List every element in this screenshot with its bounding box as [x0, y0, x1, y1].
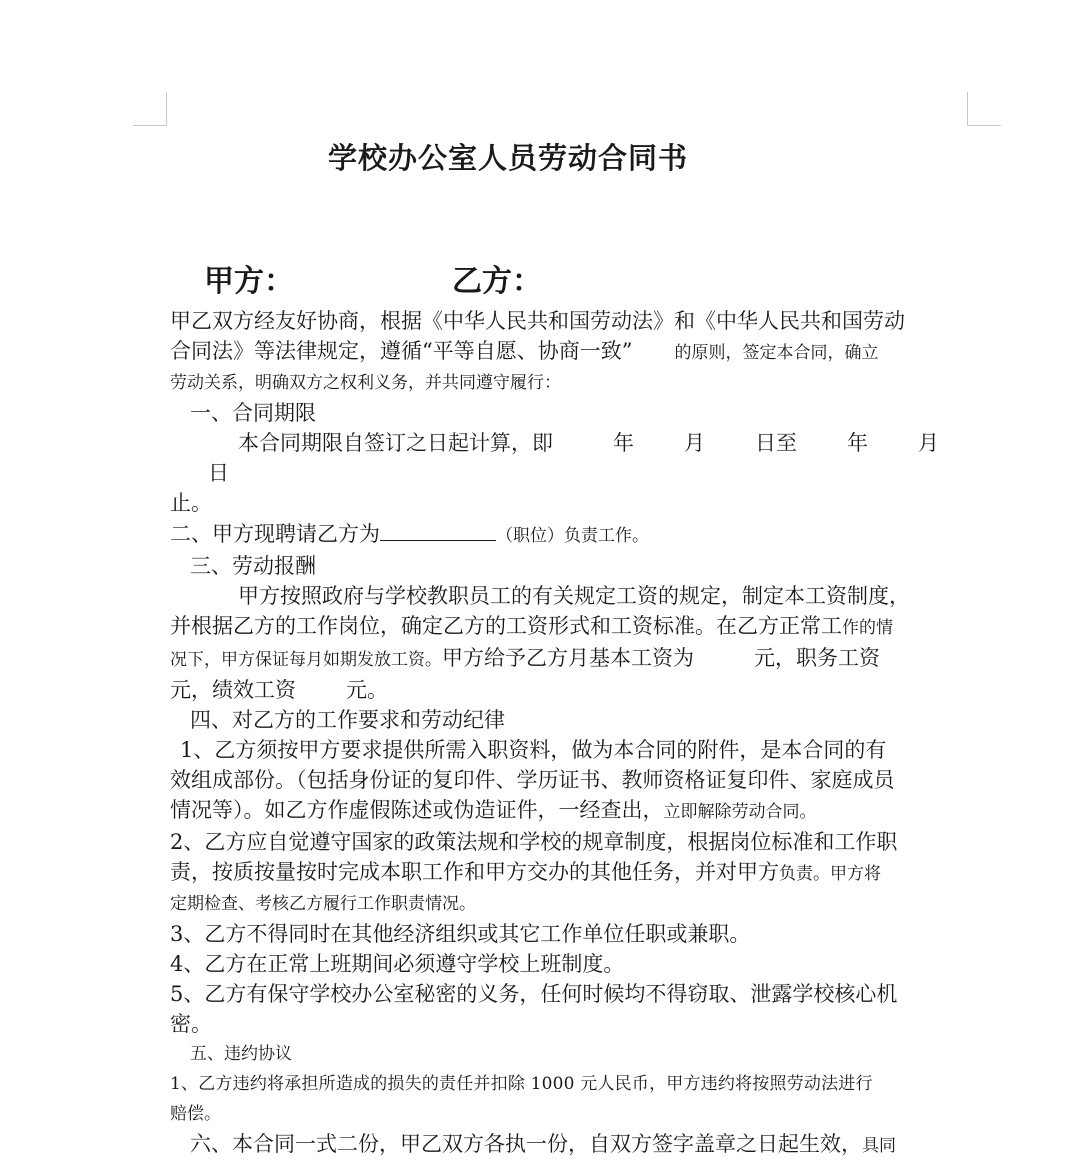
- requirement-line: [170, 795, 970, 827]
- effective-text: 六、本合同一式二份，甲乙双方各执一份，自双方签字盖章之日起生效，: [190, 1132, 862, 1156]
- month-label: 月: [918, 431, 939, 455]
- salary-line: [170, 675, 970, 705]
- section-heading: 一、合同期限: [190, 401, 316, 425]
- salary-line: [170, 643, 970, 675]
- effective-line: [170, 1129, 970, 1161]
- requirement-line: 3、乙方不得同时在其他经济组织或其它工作单位任职或兼职。: [170, 922, 751, 946]
- page-corner-mark: [133, 125, 167, 126]
- year-label: 年: [613, 431, 634, 455]
- requirement-line: 效组成部份。（包括身份证的复印件、学历证书、教师资格证复印件、家庭成员: [170, 768, 895, 792]
- page-corner-mark: [967, 125, 1001, 126]
- requirement-text: 情况等）。如乙方作虚假陈述或伪造证件，一经查出，: [170, 798, 664, 822]
- page-corner-mark: [967, 92, 968, 126]
- salary-text: 元，绩效工资: [170, 678, 296, 702]
- requirement-line: 定期检查、考核乙方履行工作职责情况。: [170, 894, 476, 914]
- salary-line: 甲方按照政府与学校教职员工的有关规定工资的规定，制定本工资制度，: [238, 584, 910, 608]
- requirement-line: 2、乙方应自觉遵守国家的政策法规和学校的规章制度，根据岗位标准和工作职: [170, 830, 898, 854]
- requirement-text: 责，按质按量按时完成本职工作和甲方交办的其他任务，并对甲方: [170, 860, 779, 884]
- requirement-line: [170, 857, 970, 889]
- requirement-line: 4、乙方在正常上班期间必须遵守学校上班制度。: [170, 952, 625, 976]
- salary-text: 并根据乙方的工作岗位，确定乙方的工资形式和工资标准。在乙方正常工: [170, 614, 842, 638]
- requirement-line: 5、乙方有保守学校办公室秘密的义务，任何时候均不得窃取、泄露学校核心机: [170, 982, 898, 1006]
- year-label: 年: [847, 431, 868, 455]
- intro-line: 劳动关系，明确双方之权利义务，并共同遵守履行：: [170, 373, 561, 393]
- salary-text: 甲方给予乙方月基本工资为: [442, 646, 694, 670]
- intro-line: 甲乙双方经友好协商，根据《中华人民共和国劳动法》和《中华人民共和国劳动: [170, 309, 905, 333]
- effective-text: 具同: [862, 1136, 896, 1156]
- position-text: 二、甲方现聘请乙方为: [170, 522, 380, 546]
- day-label: 日: [208, 461, 229, 485]
- salary-line: [170, 611, 970, 643]
- requirement-line: 1、乙方须按甲方要求提供所需入职资料，做为本合同的附件，是本合同的有: [180, 738, 887, 762]
- contract-body: [170, 306, 970, 1161]
- position-blank: [380, 518, 496, 541]
- document-title: 学校办公室人员劳动合同书: [327, 141, 688, 175]
- requirement-text: 立即解除劳动合同。: [663, 802, 817, 822]
- breach-line: 赔偿。: [170, 1104, 221, 1124]
- contract-term-line: [170, 428, 970, 488]
- position-line: [170, 518, 970, 551]
- page-corner-mark: [166, 92, 167, 126]
- intro-text: 的原则，签定本合同，确立: [674, 343, 879, 363]
- intro-text: 合同法》等法律规定，遵循“平等自愿、协商一致”: [170, 339, 633, 363]
- salary-text: 元。: [346, 678, 388, 702]
- section-heading: 三、劳动报酬: [190, 554, 316, 578]
- section-heading: 四、对乙方的工作要求和劳动纪律: [190, 708, 505, 732]
- party-b-label: 乙方：: [452, 264, 542, 299]
- requirement-text: 负责。甲方将: [779, 864, 881, 884]
- salary-text: 作的情: [842, 618, 893, 638]
- party-a-label: 甲方：: [204, 264, 294, 299]
- breach-line: 1、乙方违约将承担所造成的损失的责任并扣除 1000 元人民币，甲方违约将按照劳动法进行: [170, 1074, 873, 1094]
- section-heading: 五、违约协议: [190, 1044, 292, 1064]
- position-text: （职位）负责工作。: [496, 526, 649, 546]
- term-text: 本合同期限自签订之日起计算，即: [238, 431, 553, 455]
- day-label: 日至: [755, 431, 797, 455]
- salary-text: 况下，甲方保证每月如期发放工资。: [170, 650, 442, 670]
- month-label: 月: [684, 431, 705, 455]
- contract-term-end: 止。: [170, 491, 212, 515]
- requirement-line: 密。: [170, 1012, 212, 1036]
- salary-text: 元，职务工资: [754, 646, 880, 670]
- intro-line: [170, 336, 970, 368]
